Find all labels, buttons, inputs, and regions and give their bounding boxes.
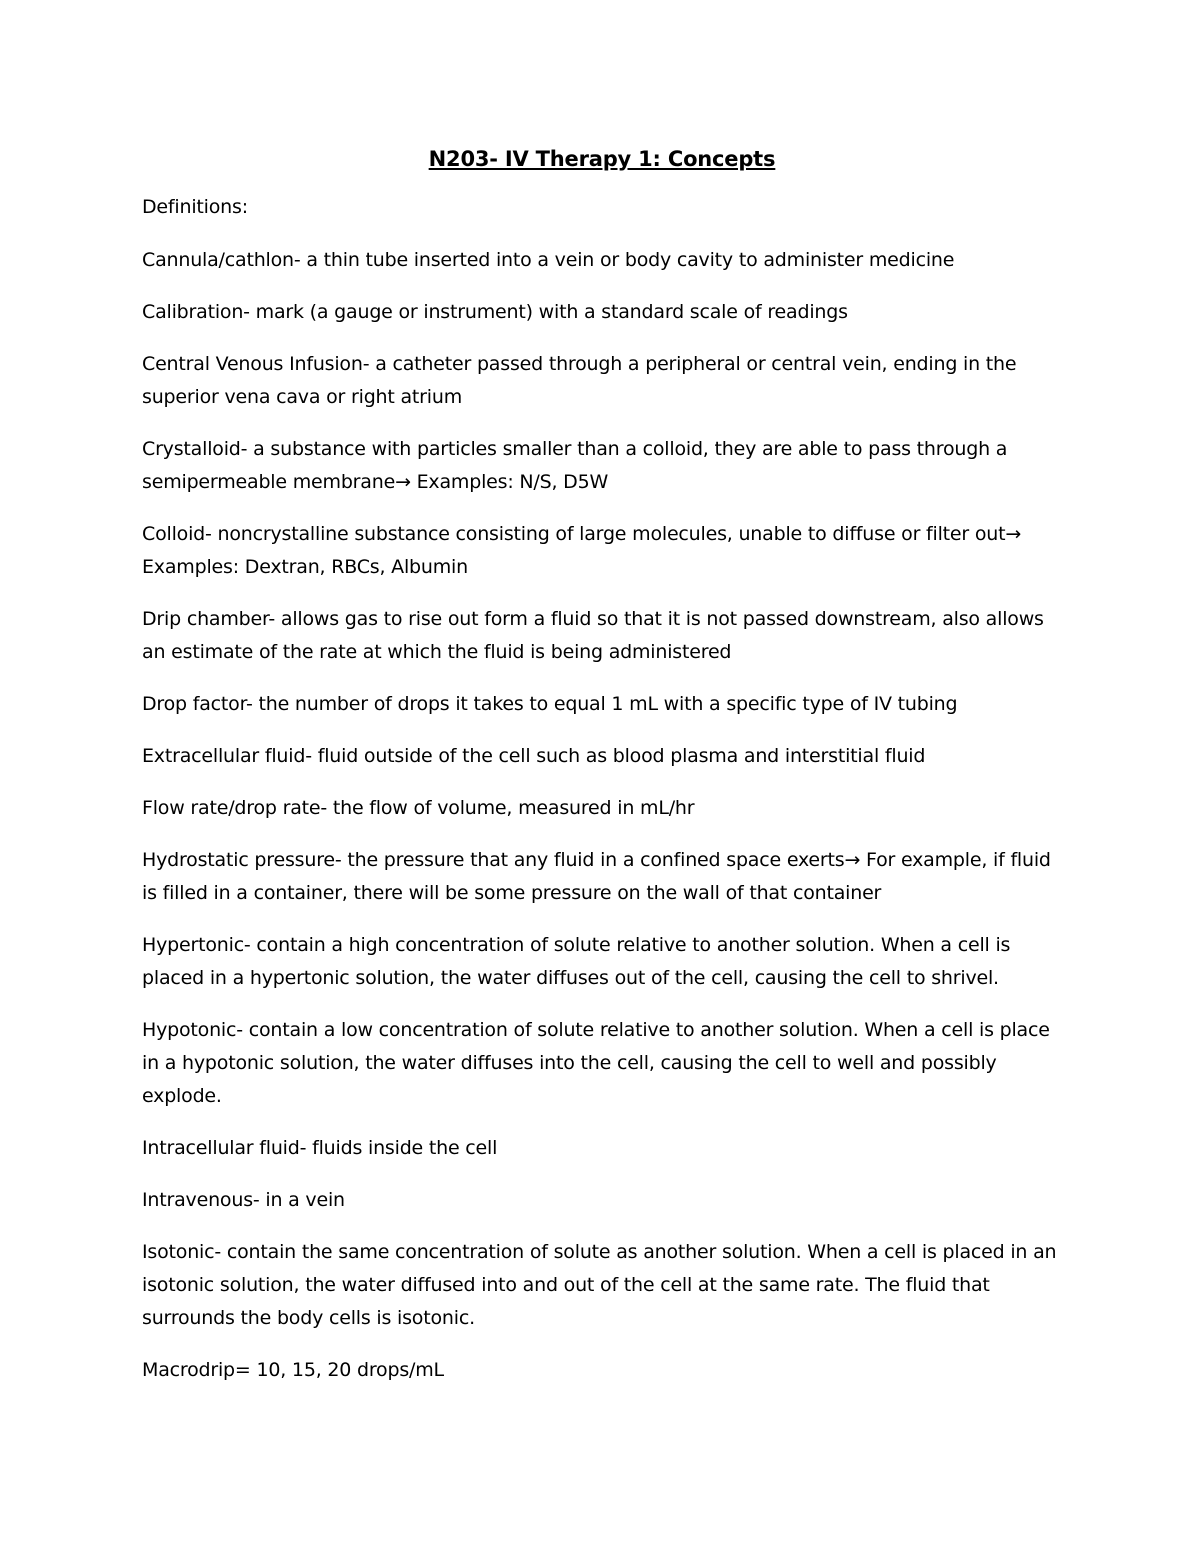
definition-crystalloid: Crystalloid- a substance with particles smaller than a colloid, they are able to pass through a semipermeable membrane→ Examples: N/S, D5W — [142, 438, 1008, 493]
definition-macrodrip: Macrodrip= 10, 15, 20 drops/mL — [142, 1359, 444, 1381]
definition-calibration: Calibration- mark (a gauge or instrument) with a standard scale of readings — [142, 301, 848, 323]
definition-extracellular-fluid: Extracellular fluid- fluid outside of the cell such as blood plasma and interstitial fluid — [142, 745, 926, 767]
definition-isotonic: Isotonic- contain the same concentration of solute as another solution. When a cell is placed in an isotonic solution, the water diffused into and out of the cell at the same rate. The fluid that surrounds the body cells is isotonic. — [142, 1241, 1057, 1329]
definition-flow-rate: Flow rate/drop rate- the flow of volume, measured in mL/hr — [142, 797, 695, 819]
definition-drip-chamber: Drip chamber- allows gas to rise out form a fluid so that it is not passed downstream, also allows an estimate of the rate at which the fluid is being administered — [142, 608, 1044, 663]
definition-hydrostatic-pressure: Hydrostatic pressure- the pressure that any fluid in a confined space exerts→ For example, if fluid is filled in a container, there will be some pressure on the wall of that container — [142, 849, 1051, 904]
definition-cannula: Cannula/cathlon- a thin tube inserted into a vein or body cavity to administer medicine — [142, 249, 955, 271]
definition-hypotonic: Hypotonic- contain a low concentration of solute relative to another solution. When a cell is place in a hypotonic solution, the water diffuses into the cell, causing the cell to well and possibly explode. — [142, 1019, 1050, 1107]
document-title: N203- IV Therapy 1: Concepts — [428, 147, 776, 171]
definition-intravenous: Intravenous- in a vein — [142, 1189, 345, 1211]
definition-drop-factor: Drop factor- the number of drops it takes to equal 1 mL with a specific type of IV tubing — [142, 693, 958, 715]
section-heading: Definitions: — [142, 196, 248, 218]
definition-hypertonic: Hypertonic- contain a high concentration of solute relative to another solution. When a cell is placed in a hypertonic solution, the water diffuses out of the cell, causing the cell to shrivel. — [142, 934, 1011, 989]
definition-colloid: Colloid- noncrystalline substance consisting of large molecules, unable to diffuse or filter out→ Examples: Dextran, RBCs, Albumin — [142, 523, 1022, 578]
definition-central-venous-infusion: Central Venous Infusion- a catheter passed through a peripheral or central vein, ending in the superior vena cava or right atrium — [142, 353, 1017, 408]
definition-intracellular-fluid: Intracellular fluid- fluids inside the cell — [142, 1137, 498, 1159]
document-body — [142, 142, 1062, 1406]
